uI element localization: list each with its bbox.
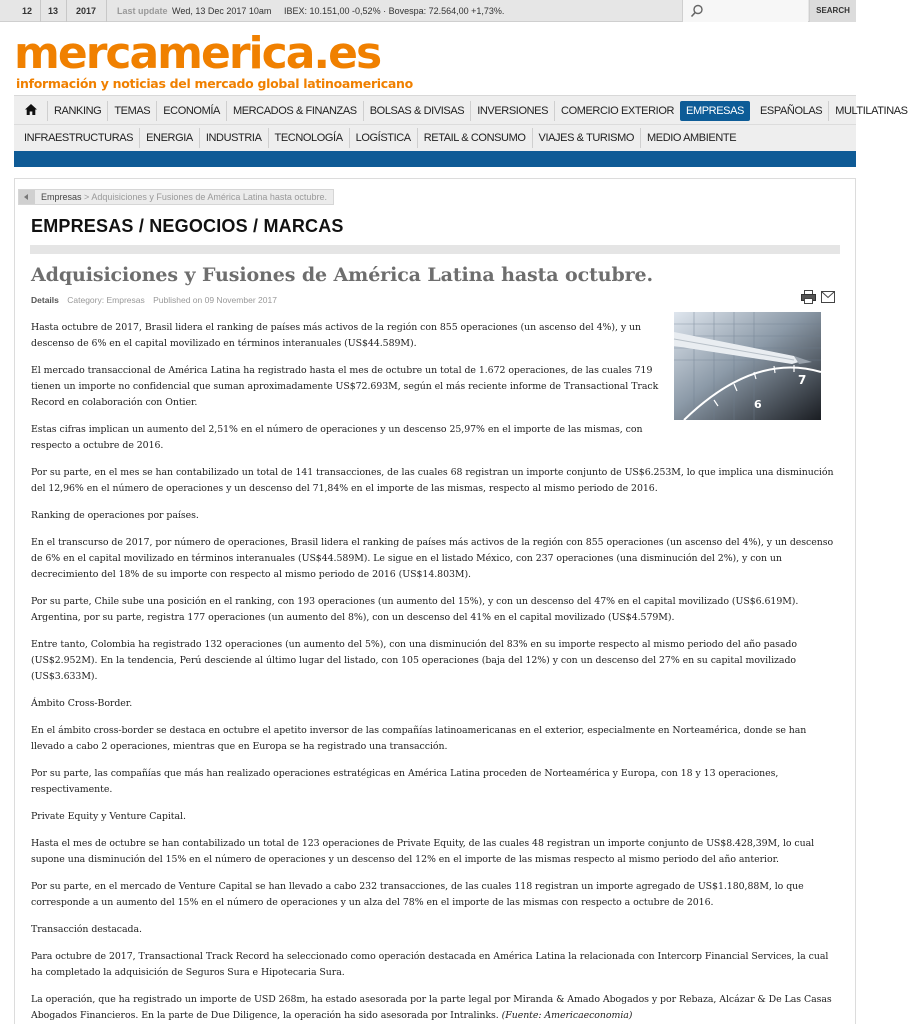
article-paragraph: En el ámbito cross-border se destaca en octubre el apetito inversor de las compañías latinoamericanas en el exterior, especialmente en Norteamérica, donde se han llevado a cabo 2 operaciones, mientras que en Europa se ha registrado una transacción. bbox=[31, 725, 807, 752]
top-bar bbox=[0, 0, 856, 22]
breadcrumb bbox=[18, 189, 334, 205]
print-icon[interactable] bbox=[801, 290, 816, 304]
home-icon bbox=[25, 104, 37, 115]
nav-empresas[interactable]: EMPRESAS bbox=[680, 101, 750, 121]
email-icon[interactable] bbox=[821, 291, 835, 303]
article-paragraph: Ranking de operaciones por países. bbox=[31, 510, 199, 521]
article-paragraph: Estas cifras implican un aumento del 2,51% en el número de operaciones y un descenso 25,97% en el importe de las mismas, con respecto a octubre de 2016. bbox=[31, 424, 643, 451]
article-paragraph: Hasta el mes de octubre se han contabilizado un total de 123 operaciones de Private Equity, de las cuales 48 registran un importe conjunto de US$8.428,39M, lo cual supone una disminución del 15% en el número de operaciones y un descenso del 12% en el importe de las mismas respecto al mismo periodo del año anterior. bbox=[31, 838, 815, 865]
article-paragraph: Por su parte, Chile sube una posición en el ranking, con 193 operaciones (un aumento del 15%), y con un descenso del 47% en el capital movilizado (US$6.619M). Argentina, por su parte, registra 177 operaciones (un aumento del 8%), con un descenso del 41% en el capital movilizado (US$4.579M). bbox=[31, 596, 799, 623]
article-paragraph: Por su parte, en el mes se han contabilizado un total de 141 transacciones, de las cuales 68 registran un importe conjunto de US$6.253M, lo que implica una disminución del 12,96% en el número de operaciones y un descenso del 71,84% en el importe de las mismas, respecto al mismo periodo de 2016. bbox=[31, 467, 834, 494]
main-nav bbox=[14, 95, 908, 151]
date-day: 12 bbox=[21, 6, 32, 16]
article-category: Category: Empresas bbox=[67, 295, 145, 305]
nav-energia[interactable]: ENERGIA bbox=[140, 128, 200, 148]
nav-economia[interactable]: ECONOMÍA bbox=[157, 101, 227, 121]
article-paragraph: Para octubre de 2017, Transactional Track Record ha seleccionado como operación destacada en América Latina la relacionada con Intercorp Financial Services, la cual ha completado la adquisición de Seguros Sura e Hipotecaria Sura. bbox=[31, 951, 829, 978]
nav-temas[interactable]: TEMAS bbox=[108, 101, 157, 121]
nav-bolsas-divisas[interactable]: BOLSAS & DIVISAS bbox=[364, 101, 471, 121]
nav-multilatinas[interactable]: MULTILATINAS bbox=[835, 104, 908, 117]
market-ticker: IBEX: 10.151,00 -0,52% · Bovespa: 72.564,00 +1,73%. bbox=[284, 6, 505, 16]
article-published: Published on 09 November 2017 bbox=[153, 295, 277, 305]
nav-row-1 bbox=[14, 97, 914, 124]
article-paragraph: El mercado transaccional de América Latina ha registrado hasta el mes de octubre un total de 1.672 operaciones, de las cuales 719 tienen un importe no confidencial que suman aproximadamente US$72.693M, según el más reciente informe de Transactional Track Record en colaboración con Ontier. bbox=[31, 365, 659, 408]
breadcrumb-home[interactable]: Empresas bbox=[41, 192, 82, 202]
nav-tecnologia[interactable]: TECNOLOGÍA bbox=[269, 128, 350, 148]
nav-logistica[interactable]: LOGÍSTICA bbox=[350, 128, 418, 148]
nav-espanolas[interactable]: ESPAÑOLAS bbox=[754, 101, 829, 121]
breadcrumb-current: Adquisiciones y Fusiones de América Latina hasta octubre. bbox=[91, 192, 327, 202]
article-title[interactable]: Adquisiciones y Fusiones de América Latina hasta octubre. bbox=[31, 264, 654, 286]
nav-medio-ambiente[interactable]: MEDIO AMBIENTE bbox=[647, 132, 737, 144]
article-paragraph: Hasta octubre de 2017, Brasil lidera el ranking de países más activos de la región con 855 operaciones (un ascenso del 4%), y un descenso de 6% en el capital movilizado en términos interanuales (US$44.589M). bbox=[31, 322, 641, 349]
site-tagline: información y noticias del mercado global latinoamericano bbox=[16, 76, 413, 91]
details-label: Details bbox=[31, 295, 59, 305]
breadcrumb-separator: > bbox=[84, 192, 90, 202]
nav-accent-bar bbox=[14, 151, 856, 167]
article-source: (Fuente: Americaeconomia) bbox=[501, 1010, 633, 1021]
article-paragraph: Private Equity y Venture Capital. bbox=[31, 811, 186, 822]
section-divider bbox=[30, 245, 840, 254]
nav-infraestructuras[interactable]: INFRAESTRUCTURAS bbox=[14, 128, 140, 148]
nav-viajes-turismo[interactable]: VIAJES & TURISMO bbox=[533, 128, 641, 148]
nav-home[interactable] bbox=[14, 101, 48, 121]
article-paragraph-last bbox=[31, 992, 836, 1024]
article-paragraph: En el transcurso de 2017, por número de operaciones, Brasil lidera el ranking de países más activos de la región con 855 operaciones (un ascenso del 4%), y un descenso de 6% en el capital movilizado en términos interanuales (US$44.589M). Le sigue en el listado México, con 237 operaciones (una disminución del 2%), y con un decrecimiento del 18% de su importe con respecto al mismo periodo de 2016 (US$14.803M). bbox=[31, 537, 834, 580]
nav-mercados-finanzas[interactable]: MERCADOS & FINANZAS bbox=[227, 101, 364, 121]
article-paragraph: Por su parte, en el mercado de Venture Capital se han llevado a cabo 232 transacciones, de las cuales 118 registran un importe agregado de US$1.180,88M, lo que corresponde a un aumento del 15% en el número de operaciones y un alza del 78% en el importe de las mismas con respecto a octubre de 2016. bbox=[31, 881, 804, 908]
search-icon[interactable] bbox=[690, 4, 704, 18]
nav-industria[interactable]: INDUSTRIA bbox=[200, 128, 269, 148]
nav-row-2 bbox=[14, 124, 856, 151]
article-paragraph-text: La operación, que ha registrado un importe de USD 268m, ha estado asesorada por la parte legal por Miranda & Amado Abogados y por Rebaza, Alcázar & De Las Casas Abogados Financieros. En la parte de Due Diligence, la operación ha sido asesorada por Intralinks. bbox=[31, 994, 832, 1021]
nav-ranking[interactable]: RANKING bbox=[48, 101, 108, 121]
article-paragraph: Ámbito Cross-Border. bbox=[31, 698, 133, 709]
back-arrow-icon[interactable] bbox=[19, 190, 35, 204]
article-paragraph: Transacción destacada. bbox=[31, 924, 142, 935]
last-update-value: Wed, 13 Dec 2017 10am bbox=[172, 6, 272, 16]
article-meta bbox=[31, 295, 283, 305]
article-paragraph: Entre tanto, Colombia ha registrado 132 operaciones (un aumento del 5%), con una disminución del 83% en su importe respecto al mismo periodo del año pasado (US$2.952M). En la tendencia, Perú desciende al último lugar del listado, con 105 operaciones (baja del 12%) y con un descenso del 27% en su capital movilizado (US$3.633M). bbox=[31, 639, 797, 682]
date-year: 2017 bbox=[75, 6, 97, 16]
nav-comercio-exterior[interactable]: COMERCIO EXTERIOR bbox=[561, 104, 675, 117]
last-update-label: Last update bbox=[117, 6, 168, 16]
date-month: 13 bbox=[47, 6, 58, 16]
section-title: EMPRESAS / NEGOCIOS / MARCAS bbox=[31, 216, 344, 236]
article-body bbox=[31, 320, 836, 1035]
svg-text:6: 6 bbox=[754, 398, 762, 411]
svg-text:7: 7 bbox=[798, 373, 807, 387]
nav-retail-consumo[interactable]: RETAIL & CONSUMO bbox=[418, 128, 533, 148]
search-button[interactable]: SEARCH bbox=[809, 0, 856, 22]
site-logo[interactable]: mercamerica.es bbox=[14, 28, 381, 79]
article-paragraph: Por su parte, las compañías que más han realizado operaciones estratégicas en América Latina proceden de Norteamérica y Europa, con 18 y 13 operaciones, respectivamente. bbox=[31, 768, 779, 795]
nav-inversiones[interactable]: INVERSIONES bbox=[471, 101, 555, 121]
